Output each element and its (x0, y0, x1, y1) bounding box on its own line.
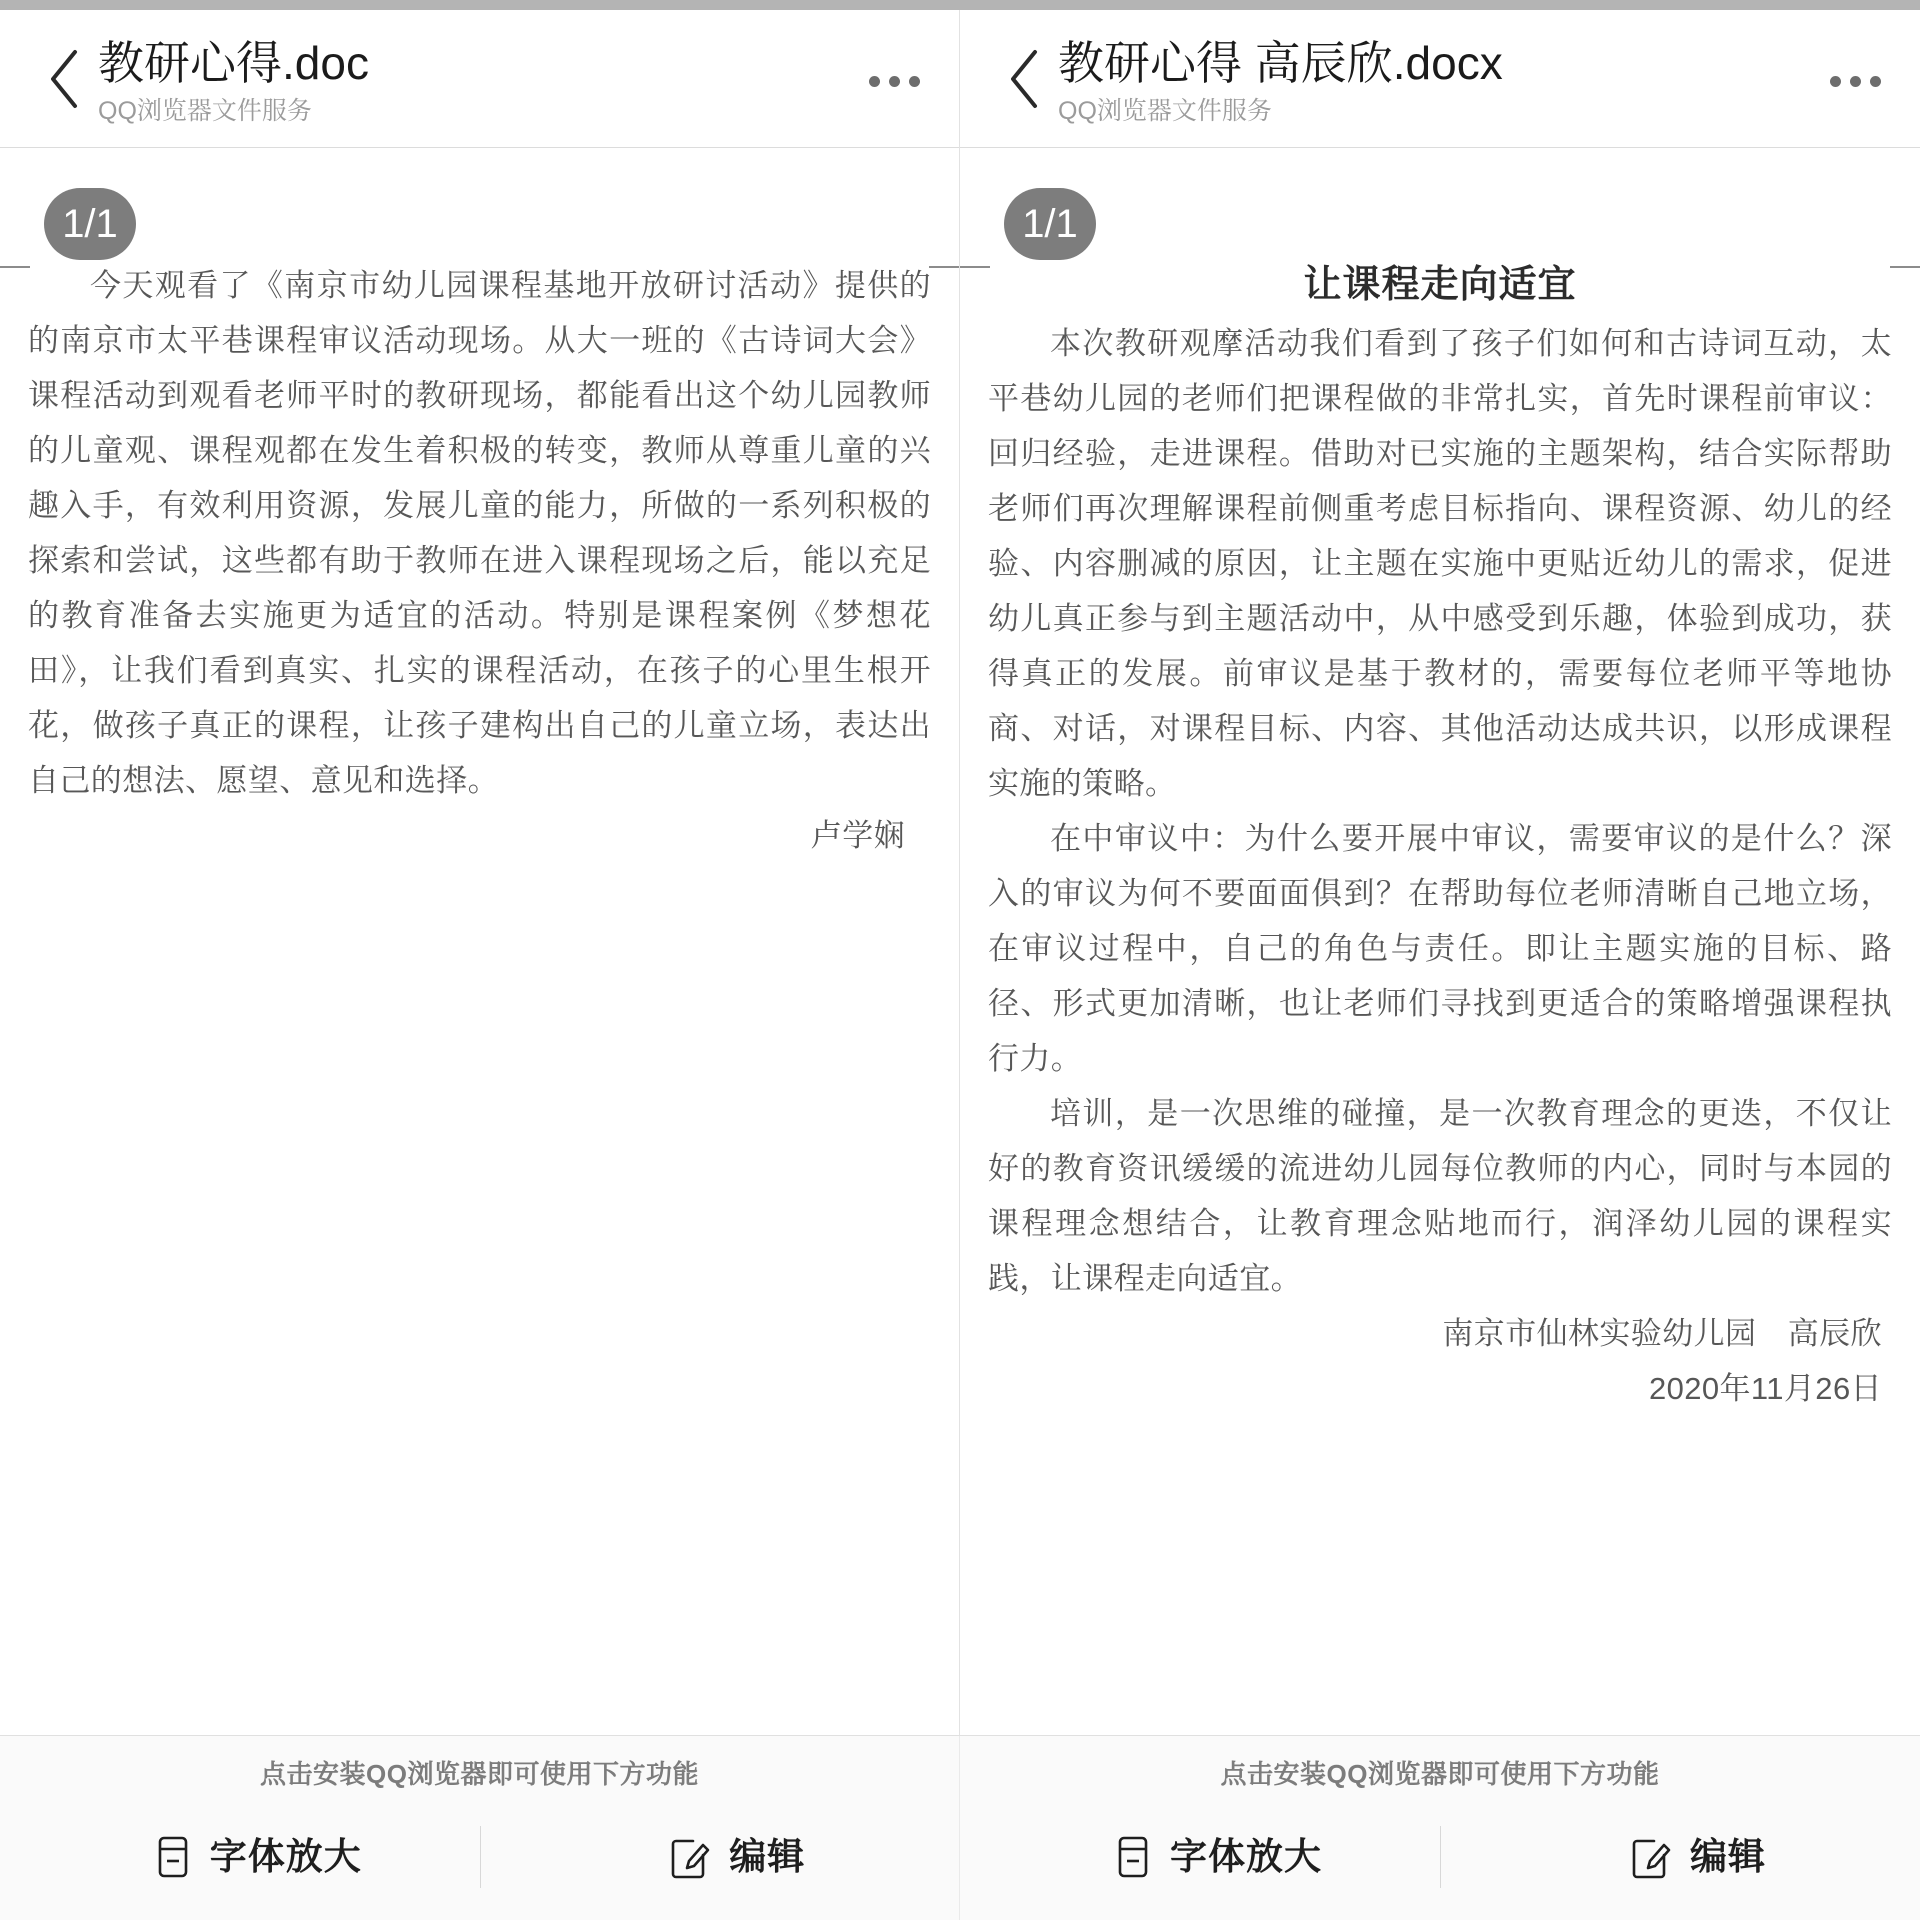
chevron-left-icon (53, 52, 75, 106)
font-enlarge-button-right[interactable] (1100, 1826, 1336, 1888)
edit-pencil-icon (1630, 1835, 1672, 1879)
pane-right (960, 10, 1920, 1735)
install-promo-text-right[interactable]: 点击安装QQ浏览器即可使用下方功能 (1220, 1759, 1660, 1789)
more-horizontal-icon (889, 76, 900, 87)
document-subtitle-left: QQ浏览器文件服务 (98, 96, 312, 125)
header-bar-left (0, 10, 959, 148)
document-heading: 让课程走向适宜 (1303, 264, 1577, 306)
more-horizontal-icon (869, 76, 880, 87)
document-paragraph: 培训，是一次思维的碰撞，是一次教育理念的更迭，不仅让好的教育资讯缓缓的流进幼儿园每位教师的内心，同时与本园的课程理念想结合，让教育理念贴地而行，润泽幼儿园的课程实践，让课程走向适宜。 (988, 1096, 1892, 1296)
document-viewport-left[interactable] (0, 148, 959, 1735)
tool-row-right (960, 1812, 1920, 1902)
font-enlarge-label: 字体放大 (209, 1836, 362, 1877)
crop-mark-top-right (929, 230, 959, 268)
status-bar (0, 0, 1920, 10)
document-title-left: 教研心得.doc (98, 36, 369, 89)
document-date: 2020年11月26日 (1648, 1371, 1882, 1406)
more-options-button-right[interactable] (1816, 43, 1894, 121)
more-horizontal-icon (909, 76, 920, 87)
bottom-toolbars (0, 1735, 1920, 1920)
back-button-right[interactable] (996, 36, 1052, 122)
edit-button-left[interactable] (655, 1826, 819, 1888)
document-signature: 南京市仙林实验幼儿园 高辰欣 (1442, 1316, 1882, 1351)
more-horizontal-icon (1830, 76, 1841, 87)
document-paragraph: 今天观看了《南京市幼儿园课程基地开放研讨活动》提供的的南京市太平巷课程审议活动现场。从大一班的《古诗词大会》课程活动到观看老师平时的教研现场，都能看出这个幼儿园教师的儿童观、课程观都在发生着积极的转变，教师从尊重儿童的兴趣入手，有效利用资源，发展儿童的能力，所做的一系列积极的探索和尝试，这些都有助于教师在进入课程现场之后，能以充足的教育准备去实施更为适宜的活动。特别是课程案例《梦想花田》，让我们看到真实、扎实的课程活动，在孩子的心里生根开花，做孩子真正的课程，让孩子建构出自己的儿童立场，表达出自己的想法、愿望、意见和选择。 (28, 268, 931, 798)
document-subtitle-right: QQ浏览器文件服务 (1058, 96, 1272, 125)
more-horizontal-icon (1850, 76, 1861, 87)
edit-label: 编辑 (1690, 1836, 1766, 1877)
edit-label: 编辑 (729, 1836, 806, 1877)
pane-left (0, 10, 960, 1735)
page-indicator-left: 1/1 (44, 188, 136, 260)
header-bar-right (960, 10, 1920, 148)
document-signature: 卢学娴 (810, 818, 905, 853)
document-title-right: 教研心得 高辰欣.docx (1058, 36, 1503, 89)
crop-mark-top-left (960, 230, 990, 268)
page-indicator-right: 1/1 (1004, 188, 1096, 260)
document-viewport-right[interactable] (960, 148, 1920, 1735)
document-paragraph: 在中审议中：为什么要开展中审议，需要审议的是什么？深入的审议为何不要面面俱到？在帮助每位老师清晰自己地立场，在审议过程中，自己的角色与责任。即让主题实施的目标、路径、形式更加清晰，也让老师们寻找到更适合的策略增强课程执行力。 (988, 821, 1892, 1076)
install-promo-text-left[interactable]: 点击安装QQ浏览器即可使用下方功能 (260, 1759, 699, 1789)
font-enlarge-icon (1114, 1835, 1152, 1879)
edit-pencil-icon (669, 1835, 711, 1879)
crop-mark-top-right (1890, 230, 1920, 268)
chevron-left-icon (1013, 52, 1035, 106)
more-options-button-left[interactable] (855, 43, 933, 121)
crop-mark-top-left (0, 230, 30, 268)
title-block-left (98, 30, 845, 128)
back-button-left[interactable] (36, 36, 92, 122)
font-enlarge-icon (154, 1835, 192, 1879)
document-page-right (960, 148, 1920, 1416)
bottom-toolbar-left (0, 1736, 960, 1920)
bottom-toolbar-right (960, 1736, 1920, 1920)
toolbar-divider (480, 1826, 481, 1888)
title-block-right (1058, 30, 1806, 128)
more-horizontal-icon (1870, 76, 1881, 87)
document-panes (0, 10, 1920, 1735)
font-enlarge-button-left[interactable] (140, 1826, 376, 1888)
document-page-left (0, 148, 959, 863)
font-enlarge-label: 字体放大 (1170, 1836, 1322, 1877)
tool-row-left (0, 1812, 959, 1902)
toolbar-divider (1440, 1826, 1441, 1888)
document-paragraph: 本次教研观摩活动我们看到了孩子们如何和古诗词互动，太平巷幼儿园的老师们把课程做的非常扎实，首先时课程前审议：回归经验，走进课程。借助对已实施的主题架构，结合实际帮助老师们再次理解课程前侧重考虑目标指向、课程资源、幼儿的经验、内容删减的原因，让主题在实施中更贴近幼儿的需求，促进幼儿真正参与到主题活动中，从中感受到乐趣，体验到成功，获得真正的发展。前审议是基于教材的，需要每位老师平等地协商、对话，对课程目标、内容、其他活动达成共识，以形成课程实施的策略。 (988, 326, 1892, 801)
edit-button-right[interactable] (1616, 1826, 1780, 1888)
